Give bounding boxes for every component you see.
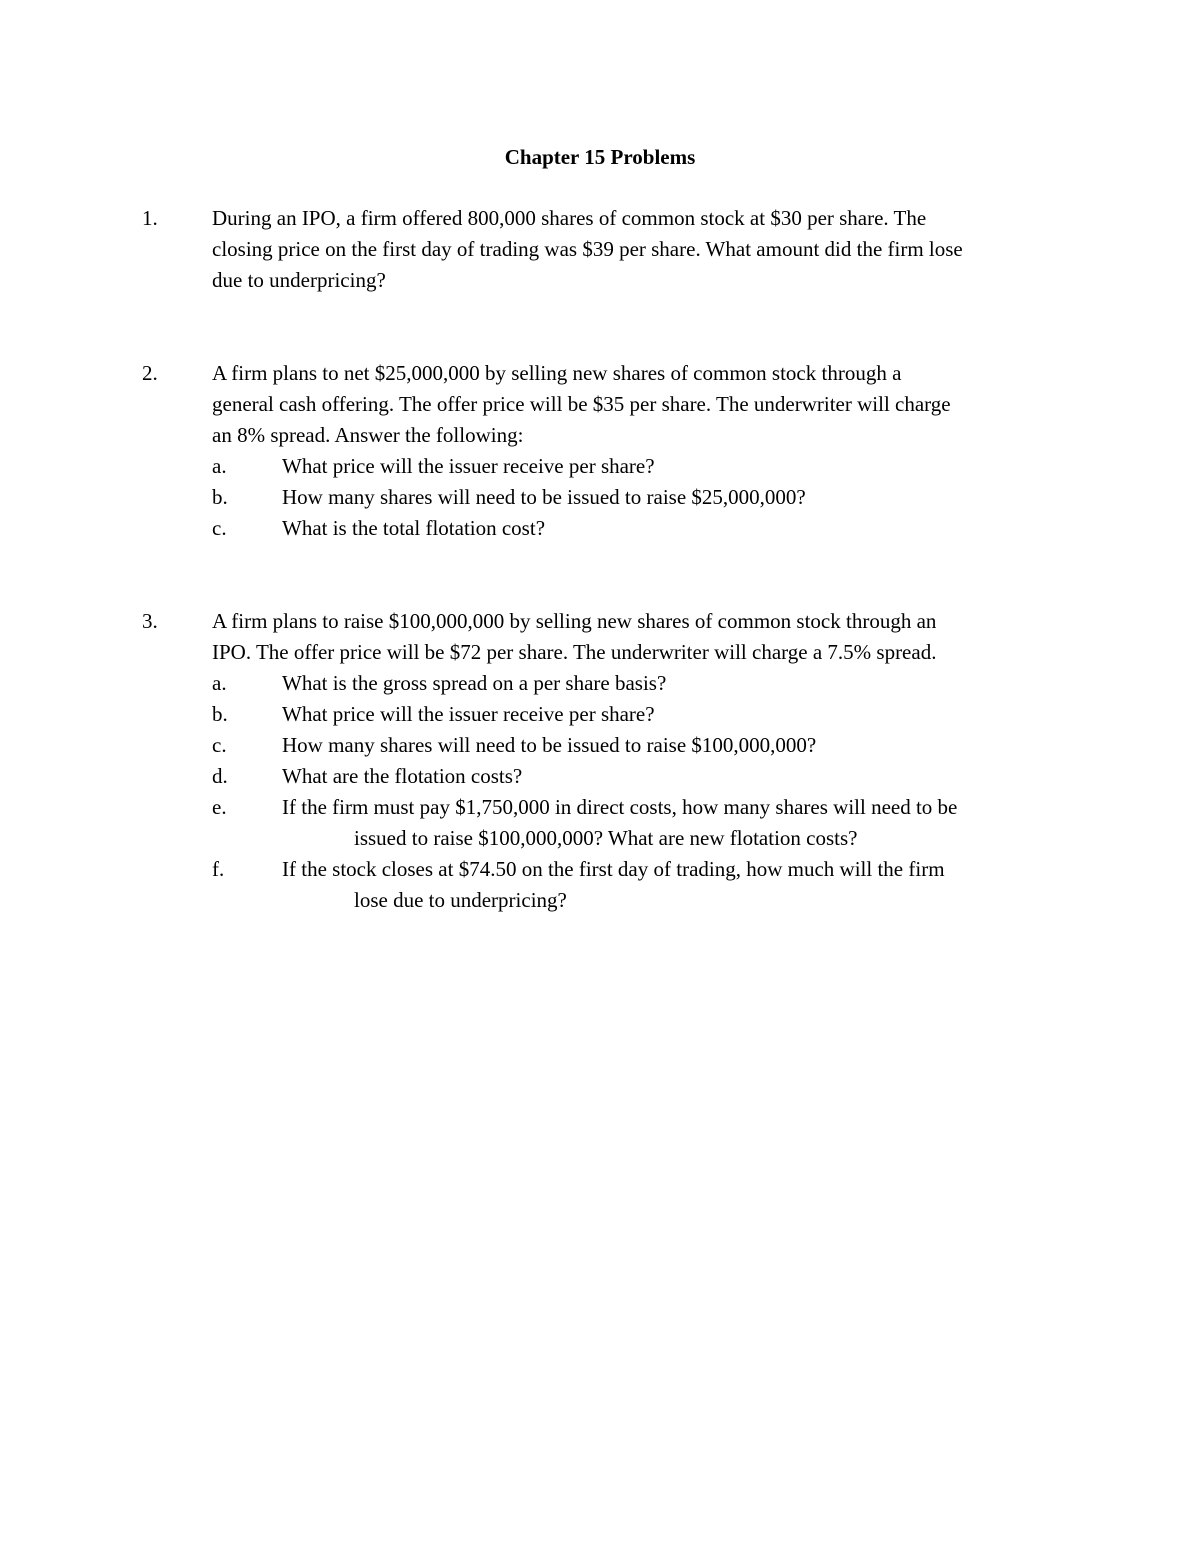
sub-question-f-continued [212,885,1062,916]
sub-text: How many shares will need to be issued to raise $100,000,000? [282,733,817,757]
sub-letter: f. [212,857,225,881]
sub-letter: d. [212,764,228,788]
sub-text-continued: issued to raise $100,000,000? What are new flotation costs? [354,826,858,850]
problem-line: A firm plans to net $25,000,000 by selling new shares of common stock through a [212,361,902,385]
sub-question-a [212,668,1062,699]
sub-letter: b. [212,702,228,726]
sub-text: What price will the issuer receive per share? [282,702,655,726]
sub-letter: e. [212,795,227,819]
sub-text-continued: lose due to underpricing? [354,888,567,912]
sub-letter: a. [212,454,227,478]
sub-text: What are the flotation costs? [282,764,523,788]
sub-question-e-continued [212,823,1062,854]
problem-line: general cash offering. The offer price will be $35 per share. The underwriter will charge [212,392,951,416]
sub-question-e [212,792,1062,823]
problem-text [212,606,1062,916]
sub-letter: b. [212,485,228,509]
sub-question-c [212,513,1062,544]
problem-line: IPO. The offer price will be $72 per share. The underwriter will charge a 7.5% spread. [212,640,937,664]
problem-line: A firm plans to raise $100,000,000 by selling new shares of common stock through an [212,609,937,633]
problem-number: 3. [142,609,158,633]
sub-question-c [212,730,1062,761]
sub-question-f [212,854,1062,885]
sub-question-d [212,761,1062,792]
sub-text: If the stock closes at $74.50 on the first day of trading, how much will the firm [282,857,945,881]
problem-number: 2. [142,361,158,385]
problem-text [212,358,1062,544]
page-title: Chapter 15 Problems [504,145,696,169]
problem-line: During an IPO, a firm offered 800,000 shares of common stock at $30 per share. The [212,206,927,230]
problem-number: 1. [142,206,158,230]
sub-text: What price will the issuer receive per share? [282,454,655,478]
sub-text: How many shares will need to be issued to raise $25,000,000? [282,485,806,509]
problem-line: due to underpricing? [212,268,386,292]
problem-text [212,203,1062,296]
sub-question-b [212,482,1062,513]
sub-text: What is the gross spread on a per share basis? [282,671,667,695]
sub-question-a [212,451,1062,482]
sub-letter: a. [212,671,227,695]
sub-text: If the firm must pay $1,750,000 in direct costs, how many shares will need to be [282,795,958,819]
sub-question-b [212,699,1062,730]
sub-letter: c. [212,516,227,540]
sub-letter: c. [212,733,227,757]
problem-line: an 8% spread. Answer the following: [212,423,524,447]
problem-line: closing price on the first day of trading was $39 per share. What amount did the firm lose [212,237,963,261]
sub-text: What is the total flotation cost? [282,516,546,540]
